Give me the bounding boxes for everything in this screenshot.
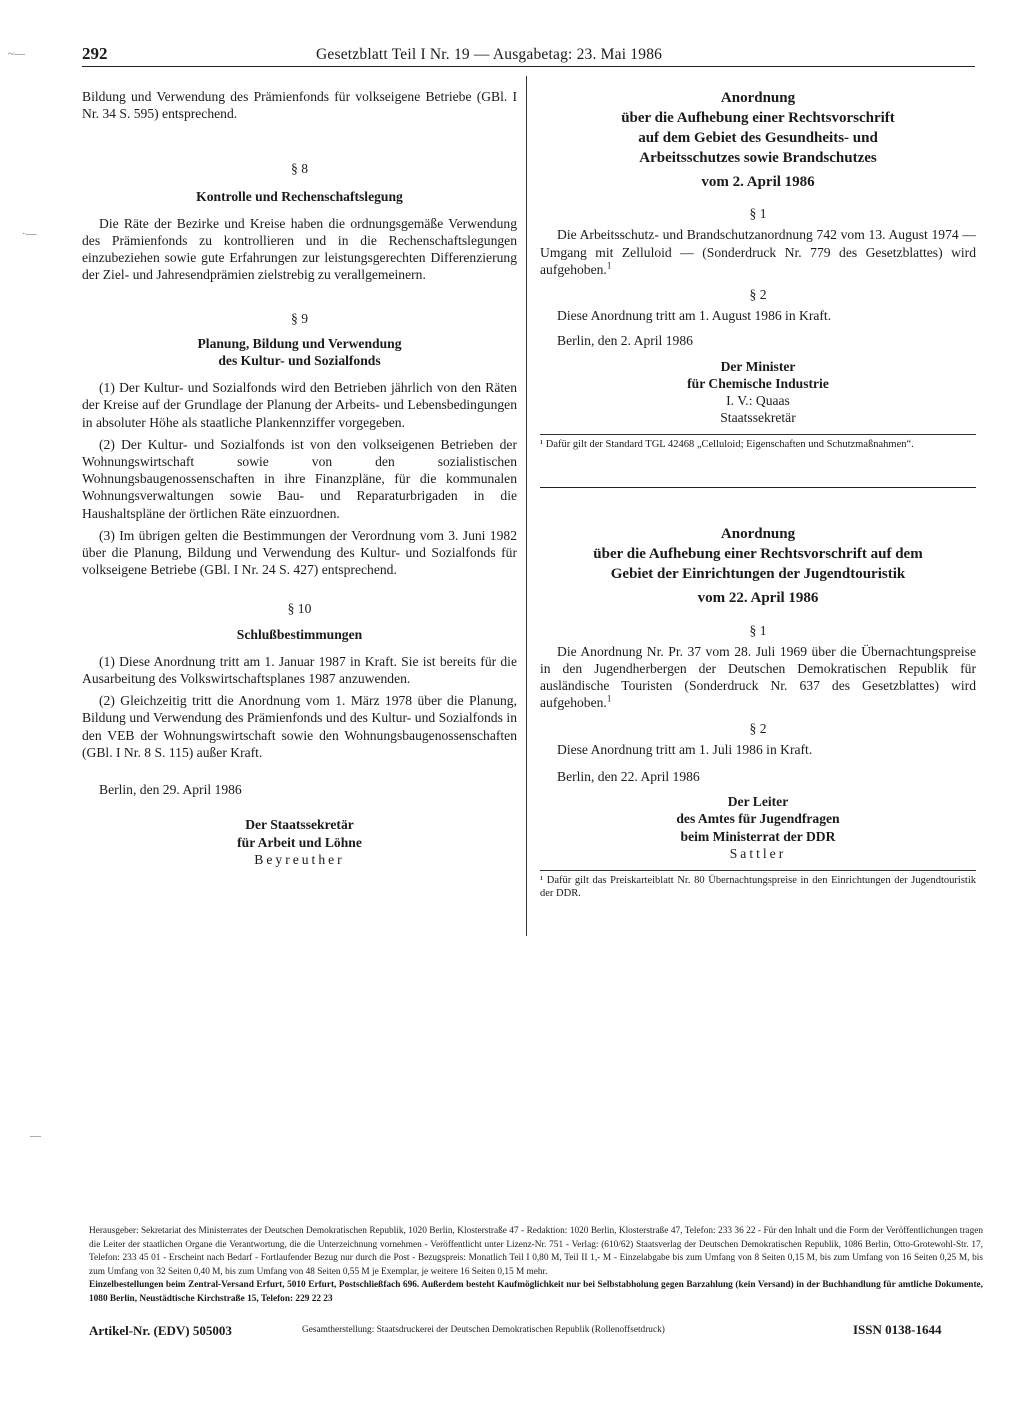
section-10-heading: Schlußbestimmungen <box>236 626 363 642</box>
left-signatory-title-1: Der Staatssekretär <box>245 817 354 833</box>
section-8-text: Die Räte der Bezirke und Kreise haben die ordnungsgemäße Verwendung des Prämienfonds zu kontrollieren und in die Rechenschaftslegungen einzubeziehen sowie gute Erfahrungen zur leistungsgerechten Differenzierung der Ziel- und Jahresendprämien zielstrebig zu verallgemeinern. <box>82 215 517 283</box>
anordnung-1-signatory-2: für Chemische Industrie <box>687 375 829 391</box>
anordnung-2-signatory-1: Der Leiter <box>727 794 789 810</box>
anordnung-2-section-1-paragraph <box>540 643 976 712</box>
section-8-heading: Kontrolle und Rechenschaftslegung <box>196 188 403 204</box>
footnote-rule <box>540 870 976 871</box>
anordnung-2-title-3: Gebiet der Einrichtungen der Jugendtouristik <box>610 566 906 583</box>
anordnung-2-title-1: Anordnung <box>720 526 796 543</box>
anordnung-2-place-date: Berlin, den 22. April 1986 <box>557 769 700 785</box>
anordnung-1-title-1: Anordnung <box>720 90 796 106</box>
anordnung-2-signatory-3: beim Ministerrat der DDR <box>680 828 836 844</box>
imprint-ordering-text: Einzelbestellungen beim Zentral-Versand Erfurt, 5010 Erfurt, Postschließfach 696. Außerdem besteht Kaufmöglichkeit nur bei Selbstabholung gegen Barzahlung (kein Versand) in der Buchhandlung für amtliche Dokumente, 1080 Berlin, Neustädtische Kirchstraße 15, Telefon: 229 22 23 <box>89 1280 983 1304</box>
anordnung-2-section-2-sign: § 2 <box>749 720 767 736</box>
column-divider <box>526 76 527 936</box>
section-9-heading-1: Planung, Bildung und Verwendung <box>197 335 402 351</box>
margin-mark: ·— <box>22 228 37 240</box>
section-separator <box>540 487 976 488</box>
section-9-sign: § 9 <box>291 310 308 326</box>
anordnung-1-title-2: über die Aufhebung einer Rechtsvorschrift <box>621 110 895 126</box>
header-rule <box>82 66 975 67</box>
left-column <box>82 88 517 868</box>
anordnung-2-date: vom 22. April 1986 <box>697 590 819 607</box>
anordnung-2 <box>540 524 976 900</box>
margin-mark: — <box>30 1130 41 1142</box>
anordnung-2-section-1-text: Die Anordnung Nr. Pr. 37 vom 28. Juli 1969 über die Übernachtungspreise in den Jugendherbergen der Deutschen Demokratischen Republik für ausländische Touristen (Sonderdruck Nr. 637 des Gesetzblattes) wird aufgehoben. <box>540 643 976 711</box>
footnote-marker: 1 <box>606 260 612 271</box>
section-10-paragraph-2: (2) Gleichzeitig tritt die Anordnung vom 1. März 1978 über die Planung, Bildung und Verwendung des Prämienfonds und des Kultur- und Sozialfonds in den VEB der Wohnungswirtschaft sowie den Wohnungsbaugenossenschaften (GBl. I Nr. 8 S. 115) außer Kraft. <box>82 693 517 760</box>
footnote-marker: 1 <box>606 693 612 704</box>
anordnung-1-section-1-sign: § 1 <box>749 206 767 222</box>
anordnung-2-section-1-sign: § 1 <box>749 622 767 638</box>
anordnung-1-section-2-sign: § 2 <box>749 287 767 303</box>
intro-paragraph: Bildung und Verwendung des Prämienfonds für volkseigene Betriebe (GBl. I Nr. 34 S. 595) entsprechend. <box>82 89 517 122</box>
left-signatory-title-2: für Arbeit und Löhne <box>237 834 362 850</box>
page-number: 292 <box>82 44 108 63</box>
section-9-paragraph-1: (1) Der Kultur- und Sozialfonds wird den Betrieben jährlich von den Räten der Kreise auf der Grundlage der Planung der Arbeits- und Lebensbedingungen in absoluter Höhe als staatliche Plankennziffer vorgegeben. <box>82 380 517 430</box>
printer-credit: Gesamtherstellung: Staatsdruckerei der Deutschen Demokratischen Republik (Rollenoffsetdruck) <box>302 1325 665 1335</box>
margin-mark: ~— <box>8 48 25 60</box>
anordnung-1-section-2-text: Diese Anordnung tritt am 1. August 1986 in Kraft. <box>557 308 832 324</box>
section-9-heading-2: des Kultur- und Sozialfonds <box>218 353 381 369</box>
anordnung-1-title-4: Arbeitsschutzes sowie Brandschutzes <box>639 150 877 166</box>
imprint-publisher-text: Herausgeber: Sekretariat des Ministerrates der Deutschen Demokratischen Republik, 1020 Berlin, Klosterstraße 47 - Redaktion: 1020 Berlin, Klosterstraße 47, Telefon: 233 36 22 - Für den Inhalt und die Form der Veröffentlichungen tragen die Leiter der staatlichen Organe die Verantwortung, die die Unterzeichnung vornehmen - Veröffentlicht unter Lizenz-Nr. 751 - Verlag: (610/62) Staatsverlag der Deutschen Demokratischen Republik, 1086 Berlin, Otto-Grotewohl-Str. 17, Telefon: 233 45 01 - Erscheint nach Bedarf - Fortlaufender Bezug nur durch die Post - Bezugspreis: Monatlich Teil I 0,80 M, Teil II 1,- M - Einzelabgabe bis zum Umfang von 8 Seiten 0,15 M, bis zum Umfang von 16 Seiten 0,25 M, bis zum Umfang von 32 Seiten 0,40 M, bis zum Umfang von 48 Seiten 0,55 M je Exemplar, je weitere 16 Seiten 0,15 M mehr. <box>89 1226 983 1277</box>
page-header: Gesetzblatt Teil I Nr. 19 — Ausgabetag: 23. Mai 1986 <box>316 46 663 63</box>
section-9-paragraph-2: (2) Der Kultur- und Sozialfonds ist von den volkseigenen Betrieben der Wohnungswirtschaft sowie von den sozialistischen Wohnungsbaugenossenschaften in ihre Finanzpläne, für die kommunalen Wohnungsverwaltungen sowie Bau- und Reparaturbrigaden in die Haushaltspläne der örtlichen Räte einzuordnen. <box>82 436 517 521</box>
anordnung-2-signatory-2: des Amtes für Jugendfragen <box>676 811 840 827</box>
anordnung-1-section-1-text: Die Arbeitsschutz- und Brandschutzanordnung 742 vom 13. August 1974 — Umgang mit Zelluloid — (Sonderdruck Nr. 779 des Gesetzblattes) wird aufgehoben. <box>540 227 976 277</box>
anordnung-1-title-3: auf dem Gebiet des Gesundheits- und <box>638 130 878 146</box>
anordnung-1-section-1-paragraph <box>540 226 976 278</box>
section-10-paragraph-1: (1) Diese Anordnung tritt am 1. Januar 1987 in Kraft. Sie ist bereits für die Ausarbeitung des Volkswirtschaftsplanes 1987 anzuwenden. <box>82 653 517 687</box>
anordnung-1 <box>540 88 976 451</box>
anordnung-1-signatory-3: I. V.: Quaas <box>726 393 790 409</box>
issn: ISSN 0138-1644 <box>853 1322 942 1337</box>
left-signatory-name: Beyreuther <box>254 851 345 867</box>
left-place-date: Berlin, den 29. April 1986 <box>99 782 242 798</box>
anordnung-1-place-date: Berlin, den 2. April 1986 <box>557 333 693 349</box>
footnote-rule <box>540 434 976 435</box>
article-number: Artikel-Nr. (EDV) 505003 <box>89 1323 232 1338</box>
section-10-sign: § 10 <box>287 601 312 617</box>
right-column <box>540 88 976 900</box>
section-8-sign: § 8 <box>291 161 308 177</box>
anordnung-2-title-2: über die Aufhebung einer Rechtsvorschrift auf dem <box>593 546 923 563</box>
anordnung-1-signatory-4: Staatssekretär <box>720 410 796 426</box>
anordnung-2-section-2-text: Diese Anordnung tritt am 1. Juli 1986 in Kraft. <box>557 741 813 757</box>
anordnung-1-footnote: ¹ Dafür gilt der Standard TGL 42468 „Celluloid; Eigenschaften und Schutzmaßnahmen“. <box>540 439 914 451</box>
anordnung-1-date: vom 2. April 1986 <box>701 174 815 190</box>
section-9-paragraph-3: (3) Im übrigen gelten die Bestimmungen der Verordnung vom 3. Juni 1982 über die Planung, Bildung und Verwendung des Kultur- und Sozialfonds für volkseigene Betriebe (GBl. I Nr. 24 S. 427) entsprechend. <box>82 527 517 578</box>
anordnung-1-signatory-1: Der Minister <box>720 358 796 374</box>
anordnung-2-signatory-4: Sattler <box>729 845 787 861</box>
anordnung-2-footnote: ¹ Dafür gilt das Preiskarteiblatt Nr. 80 Übernachtungspreise in den Einrichtungen der Jugendtouristik der DDR. <box>540 875 976 900</box>
imprint <box>89 1225 983 1307</box>
